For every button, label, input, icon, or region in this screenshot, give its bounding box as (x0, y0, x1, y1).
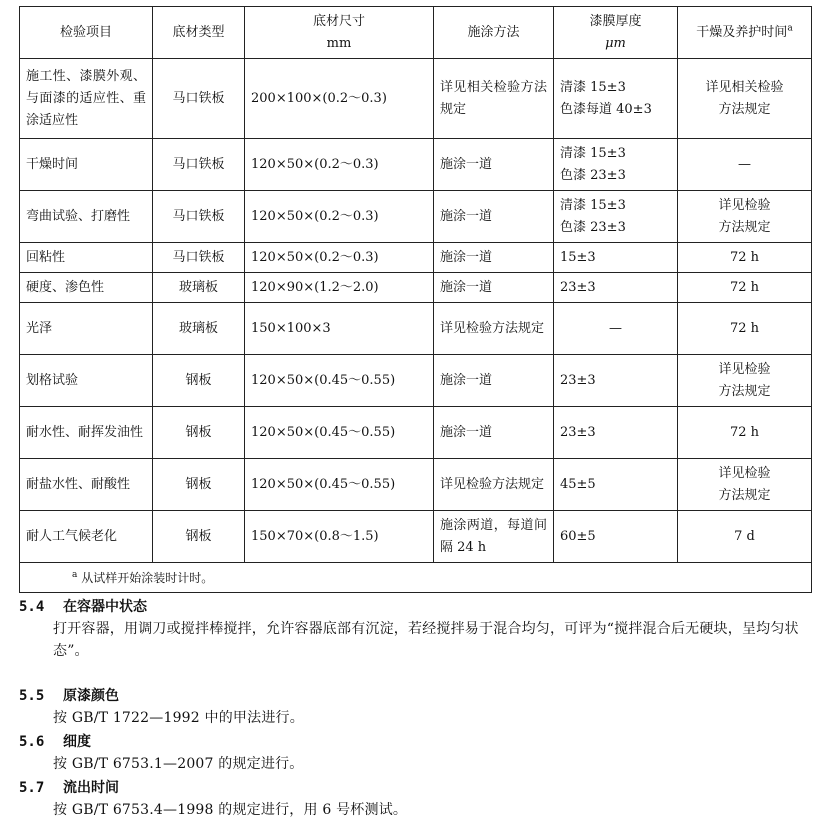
header-item: 检验项目 (20, 7, 153, 59)
cell-substrate: 钢板 (153, 511, 245, 563)
cell-item: 干燥时间 (20, 139, 153, 191)
cell-thickness (554, 59, 678, 139)
cell-method: 详见检验方法规定 (434, 459, 554, 511)
thickness-line: 15±3 (560, 249, 596, 265)
table-row (20, 303, 812, 355)
cell-size: 150×70×(0.8～1.5) (245, 511, 434, 563)
cell-drying (678, 355, 812, 407)
table-row (20, 407, 812, 459)
drying-line: 详见检验 (718, 197, 771, 213)
cell-thickness (554, 511, 678, 563)
header-drying-title: 干燥及养护时间 (696, 24, 788, 40)
table-header-row (20, 7, 812, 59)
cell-thickness (554, 355, 678, 407)
thickness-line: 清漆 15±3 (560, 79, 626, 95)
cell-item: 施工性、漆膜外观、与面漆的适应性、重涂适应性 (20, 59, 153, 139)
table-row (20, 273, 812, 303)
header-size-unit: mm (326, 35, 352, 51)
drying-line: 方法规定 (718, 219, 771, 235)
cell-size: 150×100×3 (245, 303, 434, 355)
cell-method: 详见检验方法规定 (434, 303, 554, 355)
footnote-mark: a (72, 569, 78, 580)
header-method: 施涂方法 (434, 7, 554, 59)
section-5-4 (19, 596, 811, 662)
header-size-title: 底材尺寸 (312, 13, 365, 29)
cell-method: 施涂一道 (434, 273, 554, 303)
cell-thickness (554, 139, 678, 191)
section-body: 按 GB/T 1722—1992 中的甲法进行。 (53, 710, 304, 726)
table-row (20, 191, 812, 243)
thickness-line: 色漆 23±3 (560, 219, 626, 235)
thickness-line: 色漆 23±3 (560, 167, 626, 183)
cell-size: 120×50×(0.45～0.55) (245, 407, 434, 459)
section-heading (19, 596, 811, 618)
cell-item: 耐人工气候老化 (20, 511, 153, 563)
table-row (20, 355, 812, 407)
cell-size: 200×100×(0.2～0.3) (245, 59, 434, 139)
section-heading (19, 731, 811, 753)
cell-drying (678, 459, 812, 511)
section-title: 细度 (63, 734, 91, 750)
cell-thickness (554, 243, 678, 273)
cell-substrate: 玻璃板 (153, 303, 245, 355)
cell-drying (678, 407, 812, 459)
drying-line: 7 d (734, 528, 755, 544)
thickness-line: 23±3 (560, 424, 596, 440)
cell-drying (678, 139, 812, 191)
table-body (20, 59, 812, 563)
cell-method: 施涂一道 (434, 407, 554, 459)
table-row (20, 59, 812, 139)
cell-size: 120×50×(0.2～0.3) (245, 139, 434, 191)
drying-line: 72 h (729, 249, 760, 265)
cell-drying (678, 59, 812, 139)
section-number: 5.5 (19, 688, 45, 704)
table-footnote (20, 563, 812, 593)
cell-substrate: 马口铁板 (153, 191, 245, 243)
section-5-7 (19, 777, 811, 821)
section-title: 流出时间 (63, 780, 119, 796)
cell-size: 120×50×(0.45～0.55) (245, 459, 434, 511)
table-row (20, 511, 812, 563)
section-number: 5.7 (19, 780, 45, 796)
cell-item: 硬度、渗色性 (20, 273, 153, 303)
header-size (245, 7, 434, 59)
cell-thickness (554, 273, 678, 303)
drying-line: 72 h (729, 320, 760, 336)
thickness-line: 清漆 15±3 (560, 145, 626, 161)
table-row (20, 139, 812, 191)
drying-line: 方法规定 (718, 101, 771, 117)
thickness-line: 45±5 (560, 476, 596, 492)
thickness-line: 60±5 (560, 528, 596, 544)
cell-thickness (554, 303, 678, 355)
cell-drying (678, 511, 812, 563)
section-body: 按 GB/T 6753.4—1998 的规定进行，用 6 号杯测试。 (53, 802, 408, 818)
section-title: 在容器中状态 (63, 599, 147, 615)
header-thickness (554, 7, 678, 59)
table-footnote-row (20, 563, 812, 593)
cell-method: 施涂一道 (434, 139, 554, 191)
cell-item: 光泽 (20, 303, 153, 355)
footnote-text: 从试样开始涂装时计时。 (81, 570, 214, 585)
cell-thickness (554, 407, 678, 459)
header-thickness-unit: μm (605, 35, 626, 51)
drying-line: 72 h (729, 279, 760, 295)
drying-line: 详见相关检验 (705, 79, 784, 95)
cell-item: 弯曲试验、打磨性 (20, 191, 153, 243)
cell-size: 120×50×(0.45～0.55) (245, 355, 434, 407)
thickness-line: 清漆 15±3 (560, 197, 626, 213)
thickness-line: 色漆每道 40±3 (560, 101, 652, 117)
section-number: 5.6 (19, 734, 45, 750)
section-body: 按 GB/T 6753.1—2007 的规定进行。 (53, 756, 304, 772)
cell-method: 施涂一道 (434, 355, 554, 407)
cell-item: 耐盐水性、耐酸性 (20, 459, 153, 511)
section-heading (19, 685, 811, 707)
section-5-5 (19, 685, 811, 729)
cell-size: 120×90×(1.2～2.0) (245, 273, 434, 303)
cell-item: 回粘性 (20, 243, 153, 273)
cell-substrate: 马口铁板 (153, 243, 245, 273)
cell-drying (678, 273, 812, 303)
table-row (20, 243, 812, 273)
header-drying (678, 7, 812, 59)
section-title: 原漆颜色 (63, 688, 119, 704)
section-body: 打开容器，用调刀或搅拌棒搅拌，允许容器底部有沉淀，若经搅拌易于混合均匀，可评为“搅拌混合后无硬块，呈均匀状态”。 (53, 621, 799, 659)
test-specimen-table (19, 6, 812, 593)
drying-line: — (738, 156, 751, 172)
table-row (20, 459, 812, 511)
cell-item: 划格试验 (20, 355, 153, 407)
cell-substrate: 钢板 (153, 407, 245, 459)
cell-method: 详见相关检验方法规定 (434, 59, 554, 139)
cell-method: 施涂一道 (434, 191, 554, 243)
cell-substrate: 钢板 (153, 459, 245, 511)
cell-drying (678, 191, 812, 243)
section-number: 5.4 (19, 599, 45, 615)
section-5-6 (19, 731, 811, 775)
thickness-line: 23±3 (560, 372, 596, 388)
cell-substrate: 马口铁板 (153, 59, 245, 139)
cell-drying (678, 303, 812, 355)
drying-line: 方法规定 (718, 383, 771, 399)
cell-substrate: 马口铁板 (153, 139, 245, 191)
drying-line: 方法规定 (718, 487, 771, 503)
header-thickness-title: 漆膜厚度 (589, 13, 642, 29)
cell-drying (678, 243, 812, 273)
cell-substrate: 玻璃板 (153, 273, 245, 303)
header-substrate: 底材类型 (153, 7, 245, 59)
cell-method: 施涂两道，每道间隔 24 h (434, 511, 554, 563)
footnote-marker: a (787, 23, 793, 34)
cell-thickness (554, 459, 678, 511)
drying-line: 详见检验 (718, 465, 771, 481)
drying-line: 详见检验 (718, 361, 771, 377)
thickness-line: — (609, 320, 622, 336)
drying-line: 72 h (729, 424, 760, 440)
cell-size: 120×50×(0.2～0.3) (245, 243, 434, 273)
cell-substrate: 钢板 (153, 355, 245, 407)
cell-thickness (554, 191, 678, 243)
thickness-line: 23±3 (560, 279, 596, 295)
cell-method: 施涂一道 (434, 243, 554, 273)
section-heading (19, 777, 811, 799)
cell-item: 耐水性、耐挥发油性 (20, 407, 153, 459)
cell-size: 120×50×(0.2～0.3) (245, 191, 434, 243)
